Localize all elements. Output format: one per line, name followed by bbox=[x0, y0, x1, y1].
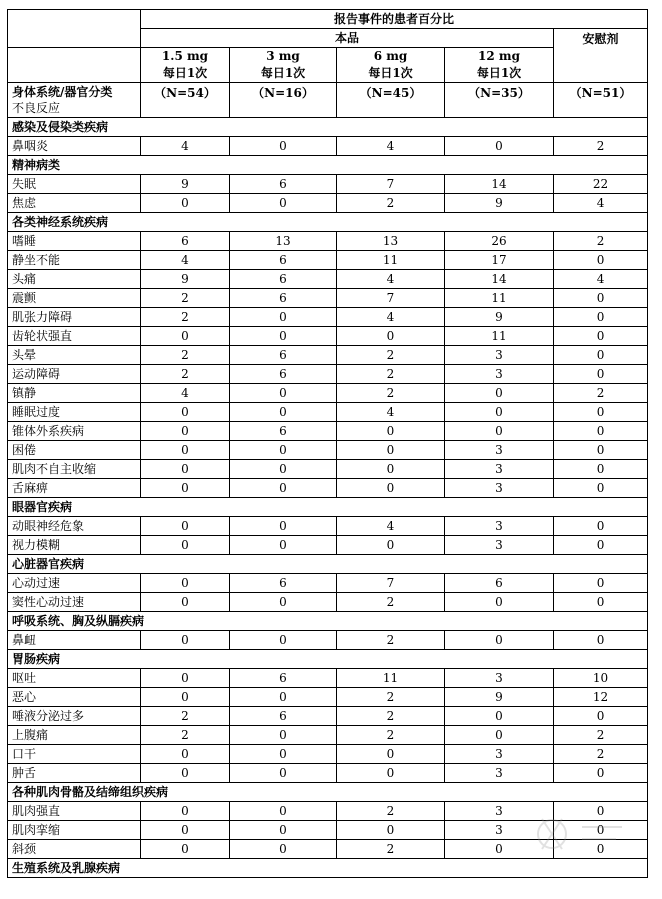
dose-header bbox=[445, 48, 554, 83]
table-row bbox=[8, 251, 648, 270]
placebo-percent-cell: 0 bbox=[554, 460, 648, 479]
percent-cell: 13 bbox=[337, 232, 445, 251]
percent-cell: 2 bbox=[141, 365, 230, 384]
percent-cell: 0 bbox=[230, 403, 337, 422]
section-title: 呼吸系统、胸及纵膈疾病 bbox=[8, 612, 648, 631]
percent-cell: 0 bbox=[337, 764, 445, 783]
adverse-event-label: 鼻衄 bbox=[8, 631, 141, 650]
table-row bbox=[8, 346, 648, 365]
table-row bbox=[8, 441, 648, 460]
adverse-event-label: 鼻咽炎 bbox=[8, 137, 141, 156]
section-row bbox=[8, 783, 648, 802]
placebo-label: 安慰剂 bbox=[554, 29, 648, 83]
percent-cell: 2 bbox=[337, 726, 445, 745]
adverse-event-label: 头痛 bbox=[8, 270, 141, 289]
percent-cell: 6 bbox=[230, 270, 337, 289]
percent-cell: 0 bbox=[230, 745, 337, 764]
percent-cell: 0 bbox=[230, 821, 337, 840]
placebo-percent-cell: 0 bbox=[554, 536, 648, 555]
percent-cell: 4 bbox=[337, 137, 445, 156]
adverse-event-label: 唾液分泌过多 bbox=[8, 707, 141, 726]
adverse-event-label: 动眼神经危象 bbox=[8, 517, 141, 536]
percent-cell: 6 bbox=[230, 289, 337, 308]
table-row bbox=[8, 289, 648, 308]
placebo-percent-cell: 0 bbox=[554, 403, 648, 422]
placebo-percent-cell: 0 bbox=[554, 327, 648, 346]
percent-cell: 9 bbox=[445, 308, 554, 327]
section-row bbox=[8, 156, 648, 175]
placebo-percent-cell: 4 bbox=[554, 270, 648, 289]
percent-cell: 0 bbox=[141, 688, 230, 707]
adverse-event-label: 睡眠过度 bbox=[8, 403, 141, 422]
percent-cell: 0 bbox=[141, 840, 230, 859]
percent-cell: 0 bbox=[337, 745, 445, 764]
table-row bbox=[8, 631, 648, 650]
adverse-event-label: 嗜睡 bbox=[8, 232, 141, 251]
percent-cell: 6 bbox=[230, 365, 337, 384]
percent-cell: 9 bbox=[445, 194, 554, 213]
percent-cell: 4 bbox=[141, 251, 230, 270]
table-row bbox=[8, 194, 648, 213]
percent-cell: 0 bbox=[337, 441, 445, 460]
percent-cell: 3 bbox=[445, 365, 554, 384]
placebo-percent-cell: 0 bbox=[554, 346, 648, 365]
percent-cell: 0 bbox=[230, 327, 337, 346]
n-count: （N=45） bbox=[337, 83, 445, 118]
dose-value: 1.5 mg bbox=[161, 49, 209, 63]
placebo-percent-cell: 0 bbox=[554, 308, 648, 327]
adverse-label: 不良反应 bbox=[12, 101, 61, 115]
percent-cell: 3 bbox=[445, 517, 554, 536]
percent-cell: 0 bbox=[337, 422, 445, 441]
percent-cell: 6 bbox=[230, 251, 337, 270]
percent-cell: 6 bbox=[230, 669, 337, 688]
percent-cell: 0 bbox=[445, 840, 554, 859]
percent-cell: 3 bbox=[445, 821, 554, 840]
table-row bbox=[8, 707, 648, 726]
percent-cell: 0 bbox=[230, 802, 337, 821]
table-row bbox=[8, 726, 648, 745]
percent-cell: 11 bbox=[445, 289, 554, 308]
percent-cell: 11 bbox=[337, 251, 445, 270]
dose-value: 3 mg bbox=[266, 49, 300, 63]
percent-cell: 0 bbox=[141, 745, 230, 764]
percent-cell: 0 bbox=[230, 460, 337, 479]
table-row bbox=[8, 308, 648, 327]
section-title: 心脏器官疾病 bbox=[8, 555, 648, 574]
table-row bbox=[8, 232, 648, 251]
table-row bbox=[8, 517, 648, 536]
percent-cell: 4 bbox=[141, 137, 230, 156]
percent-cell: 17 bbox=[445, 251, 554, 270]
percent-cell: 0 bbox=[141, 194, 230, 213]
header-row-4 bbox=[8, 83, 648, 118]
adverse-event-label: 焦虑 bbox=[8, 194, 141, 213]
percent-cell: 4 bbox=[337, 308, 445, 327]
percent-cell: 2 bbox=[337, 688, 445, 707]
percent-cell: 6 bbox=[230, 346, 337, 365]
percent-cell: 3 bbox=[445, 802, 554, 821]
section-row bbox=[8, 118, 648, 137]
placebo-percent-cell: 0 bbox=[554, 441, 648, 460]
section-title: 感染及侵染类疾病 bbox=[8, 118, 648, 137]
percent-cell: 0 bbox=[445, 422, 554, 441]
dose-frequency: 每日1次 bbox=[162, 66, 208, 80]
adverse-event-label: 恶心 bbox=[8, 688, 141, 707]
percent-cell: 3 bbox=[445, 460, 554, 479]
placebo-percent-cell: 0 bbox=[554, 593, 648, 612]
percent-cell: 7 bbox=[337, 175, 445, 194]
placebo-percent-cell: 4 bbox=[554, 194, 648, 213]
adverse-event-label: 失眠 bbox=[8, 175, 141, 194]
adverse-event-label: 震颤 bbox=[8, 289, 141, 308]
percent-cell: 6 bbox=[230, 574, 337, 593]
percent-cell: 6 bbox=[445, 574, 554, 593]
percent-cell: 14 bbox=[445, 270, 554, 289]
percent-cell: 0 bbox=[230, 479, 337, 498]
percent-cell: 0 bbox=[445, 726, 554, 745]
table-row bbox=[8, 764, 648, 783]
section-row bbox=[8, 650, 648, 669]
header-row-3 bbox=[8, 48, 648, 83]
system-header bbox=[8, 83, 141, 118]
adverse-event-label: 困倦 bbox=[8, 441, 141, 460]
header-row-1 bbox=[8, 10, 648, 29]
percent-cell: 6 bbox=[230, 175, 337, 194]
percent-cell: 0 bbox=[230, 137, 337, 156]
percent-cell: 2 bbox=[337, 631, 445, 650]
placebo-percent-cell: 0 bbox=[554, 821, 648, 840]
section-title: 生殖系统及乳腺疾病 bbox=[8, 859, 648, 878]
placebo-percent-cell: 0 bbox=[554, 574, 648, 593]
percent-cell: 0 bbox=[141, 821, 230, 840]
percent-cell: 0 bbox=[445, 593, 554, 612]
placebo-percent-cell: 12 bbox=[554, 688, 648, 707]
percent-cell: 0 bbox=[141, 327, 230, 346]
percent-cell: 0 bbox=[445, 137, 554, 156]
adverse-event-label: 肌肉强直 bbox=[8, 802, 141, 821]
percent-cell: 11 bbox=[445, 327, 554, 346]
percent-cell: 2 bbox=[141, 346, 230, 365]
table-row bbox=[8, 479, 648, 498]
adverse-event-label: 肌肉挛缩 bbox=[8, 821, 141, 840]
percent-cell: 0 bbox=[230, 384, 337, 403]
adverse-event-label: 锥体外系疾病 bbox=[8, 422, 141, 441]
percent-cell: 3 bbox=[445, 669, 554, 688]
percent-cell: 0 bbox=[230, 517, 337, 536]
adverse-event-label: 镇静 bbox=[8, 384, 141, 403]
percent-cell: 3 bbox=[445, 479, 554, 498]
percent-cell: 0 bbox=[337, 821, 445, 840]
percent-cell: 0 bbox=[230, 764, 337, 783]
system-label: 身体系统/器官分类 bbox=[12, 85, 113, 99]
percent-cell: 3 bbox=[445, 536, 554, 555]
percent-cell: 3 bbox=[445, 745, 554, 764]
percent-cell: 0 bbox=[141, 631, 230, 650]
adverse-event-label: 静坐不能 bbox=[8, 251, 141, 270]
placebo-percent-cell: 2 bbox=[554, 745, 648, 764]
adverse-event-label: 视力模糊 bbox=[8, 536, 141, 555]
dose-value: 12 mg bbox=[478, 49, 520, 63]
n-count: （N=54） bbox=[141, 83, 230, 118]
percent-cell: 0 bbox=[141, 460, 230, 479]
section-row bbox=[8, 555, 648, 574]
percent-cell: 3 bbox=[445, 441, 554, 460]
percent-cell: 0 bbox=[141, 574, 230, 593]
percent-cell: 6 bbox=[230, 707, 337, 726]
percent-cell: 2 bbox=[141, 707, 230, 726]
dose-frequency: 每日1次 bbox=[260, 66, 306, 80]
section-title: 各类神经系统疾病 bbox=[8, 213, 648, 232]
percent-cell: 0 bbox=[337, 536, 445, 555]
placebo-percent-cell: 0 bbox=[554, 764, 648, 783]
dose-header bbox=[141, 48, 230, 83]
percent-cell: 2 bbox=[337, 194, 445, 213]
percent-cell: 0 bbox=[141, 669, 230, 688]
table-row bbox=[8, 669, 648, 688]
adverse-event-label: 肿舌 bbox=[8, 764, 141, 783]
percent-cell: 0 bbox=[141, 764, 230, 783]
adverse-event-label: 头晕 bbox=[8, 346, 141, 365]
percent-cell: 3 bbox=[445, 764, 554, 783]
table-row bbox=[8, 327, 648, 346]
percent-cell: 2 bbox=[337, 840, 445, 859]
percent-cell: 2 bbox=[141, 308, 230, 327]
adverse-event-label: 心动过速 bbox=[8, 574, 141, 593]
percent-cell: 0 bbox=[230, 536, 337, 555]
adverse-event-label: 运动障碍 bbox=[8, 365, 141, 384]
percent-cell: 0 bbox=[230, 593, 337, 612]
percent-cell: 3 bbox=[445, 346, 554, 365]
percent-cell: 6 bbox=[141, 232, 230, 251]
percent-cell: 0 bbox=[141, 802, 230, 821]
percent-cell: 0 bbox=[337, 327, 445, 346]
placebo-percent-cell: 0 bbox=[554, 289, 648, 308]
percent-cell: 26 bbox=[445, 232, 554, 251]
placebo-percent-cell: 0 bbox=[554, 517, 648, 536]
dose-frequency: 每日1次 bbox=[368, 66, 413, 80]
section-row bbox=[8, 612, 648, 631]
percent-cell: 0 bbox=[141, 422, 230, 441]
percent-cell: 9 bbox=[141, 270, 230, 289]
percent-cell: 0 bbox=[141, 536, 230, 555]
percent-cell: 2 bbox=[337, 365, 445, 384]
placebo-percent-cell: 0 bbox=[554, 251, 648, 270]
table-row bbox=[8, 593, 648, 612]
adverse-event-label: 舌麻痹 bbox=[8, 479, 141, 498]
table-row bbox=[8, 365, 648, 384]
watermark-logo bbox=[522, 809, 642, 859]
placebo-percent-cell: 2 bbox=[554, 726, 648, 745]
percent-cell: 4 bbox=[141, 384, 230, 403]
placebo-percent-cell: 0 bbox=[554, 422, 648, 441]
placebo-percent-cell: 22 bbox=[554, 175, 648, 194]
adverse-events-table bbox=[7, 9, 648, 878]
section-title: 精神病类 bbox=[8, 156, 648, 175]
percent-cell: 0 bbox=[141, 593, 230, 612]
percent-cell: 0 bbox=[445, 403, 554, 422]
percent-cell: 9 bbox=[445, 688, 554, 707]
percent-cell: 0 bbox=[141, 441, 230, 460]
placebo-percent-cell: 0 bbox=[554, 840, 648, 859]
section-row bbox=[8, 859, 648, 878]
n-count: （N=16） bbox=[230, 83, 337, 118]
header-blank bbox=[8, 10, 141, 48]
percent-cell: 6 bbox=[230, 422, 337, 441]
drug-label: 本品 bbox=[141, 29, 554, 48]
section-title: 眼器官疾病 bbox=[8, 498, 648, 517]
dose-value: 6 mg bbox=[373, 49, 408, 63]
dose-header bbox=[337, 48, 445, 83]
percent-cell: 0 bbox=[230, 308, 337, 327]
table-row bbox=[8, 460, 648, 479]
percent-cell: 0 bbox=[141, 517, 230, 536]
adverse-event-label: 呕吐 bbox=[8, 669, 141, 688]
section-title: 胃肠疾病 bbox=[8, 650, 648, 669]
table-row bbox=[8, 270, 648, 289]
percent-cell: 0 bbox=[230, 688, 337, 707]
dose-frequency: 每日1次 bbox=[476, 66, 522, 80]
n-count: （N=35） bbox=[445, 83, 554, 118]
percent-cell: 0 bbox=[230, 840, 337, 859]
placebo-percent-cell: 10 bbox=[554, 669, 648, 688]
table-row bbox=[8, 384, 648, 403]
percent-cell: 2 bbox=[337, 707, 445, 726]
adverse-event-label: 上腹痛 bbox=[8, 726, 141, 745]
percent-cell: 0 bbox=[230, 726, 337, 745]
adverse-event-label: 肌张力障碍 bbox=[8, 308, 141, 327]
percent-cell: 9 bbox=[141, 175, 230, 194]
percent-cell: 4 bbox=[337, 403, 445, 422]
percent-cell: 13 bbox=[230, 232, 337, 251]
percent-cell: 0 bbox=[445, 631, 554, 650]
percent-cell: 11 bbox=[337, 669, 445, 688]
group-title: 报告事件的患者百分比 bbox=[141, 10, 648, 29]
placebo-percent-cell: 0 bbox=[554, 631, 648, 650]
adverse-event-label: 口干 bbox=[8, 745, 141, 764]
adverse-event-label: 窦性心动过速 bbox=[8, 593, 141, 612]
percent-cell: 0 bbox=[230, 631, 337, 650]
placebo-percent-cell: 0 bbox=[554, 479, 648, 498]
table-row bbox=[8, 688, 648, 707]
percent-cell: 2 bbox=[141, 726, 230, 745]
table-row bbox=[8, 403, 648, 422]
percent-cell: 0 bbox=[230, 194, 337, 213]
percent-cell: 0 bbox=[337, 479, 445, 498]
placebo-percent-cell: 0 bbox=[554, 707, 648, 726]
percent-cell: 0 bbox=[141, 403, 230, 422]
percent-cell: 4 bbox=[337, 270, 445, 289]
section-row bbox=[8, 213, 648, 232]
adverse-event-label: 齿轮状强直 bbox=[8, 327, 141, 346]
percent-cell: 0 bbox=[230, 441, 337, 460]
table-row bbox=[8, 745, 648, 764]
percent-cell: 2 bbox=[337, 802, 445, 821]
table-row bbox=[8, 536, 648, 555]
percent-cell: 2 bbox=[337, 384, 445, 403]
percent-cell: 0 bbox=[445, 384, 554, 403]
placebo-percent-cell: 0 bbox=[554, 365, 648, 384]
percent-cell: 0 bbox=[337, 460, 445, 479]
placebo-percent-cell: 2 bbox=[554, 232, 648, 251]
placebo-percent-cell: 0 bbox=[554, 802, 648, 821]
percent-cell: 2 bbox=[337, 593, 445, 612]
section-row bbox=[8, 498, 648, 517]
placebo-percent-cell: 2 bbox=[554, 137, 648, 156]
table-row bbox=[8, 175, 648, 194]
percent-cell: 14 bbox=[445, 175, 554, 194]
percent-cell: 7 bbox=[337, 574, 445, 593]
percent-cell: 2 bbox=[337, 346, 445, 365]
table-body bbox=[8, 118, 648, 878]
header-blank-2 bbox=[8, 48, 141, 83]
adverse-event-label: 肌肉不自主收缩 bbox=[8, 460, 141, 479]
placebo-percent-cell: 2 bbox=[554, 384, 648, 403]
table-row bbox=[8, 137, 648, 156]
table-row bbox=[8, 422, 648, 441]
percent-cell: 2 bbox=[141, 289, 230, 308]
section-title: 各种肌肉骨骼及结缔组织疾病 bbox=[8, 783, 648, 802]
percent-cell: 7 bbox=[337, 289, 445, 308]
percent-cell: 0 bbox=[141, 479, 230, 498]
table-row bbox=[8, 574, 648, 593]
dose-header bbox=[230, 48, 337, 83]
percent-cell: 0 bbox=[445, 707, 554, 726]
adverse-event-label: 斜颈 bbox=[8, 840, 141, 859]
placebo-n-count: （N=51） bbox=[554, 83, 648, 118]
percent-cell: 4 bbox=[337, 517, 445, 536]
